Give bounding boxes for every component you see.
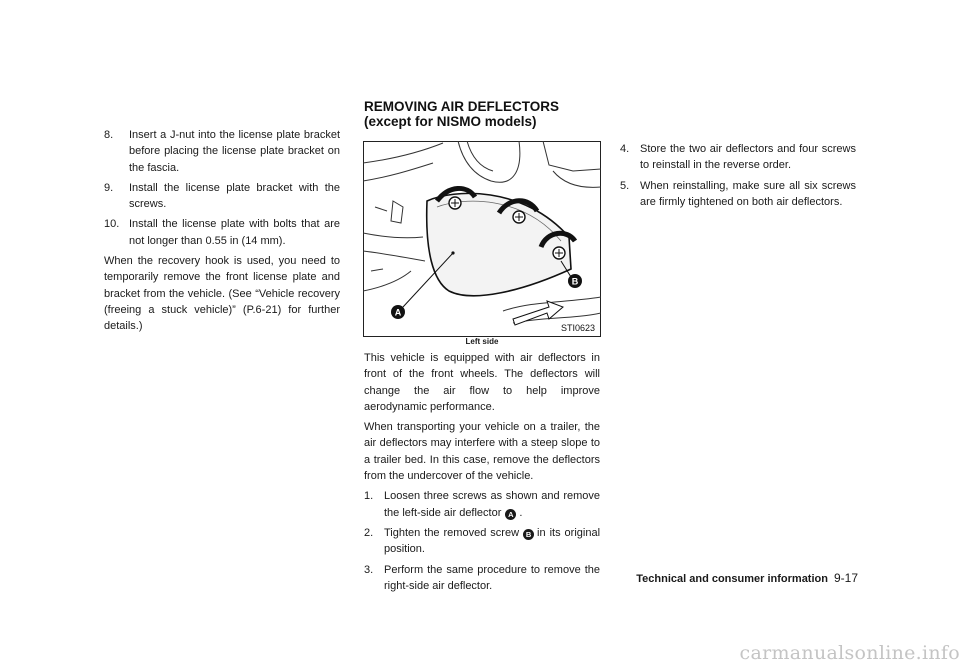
heading-line-1: REMOVING AIR DEFLECTORS: [364, 99, 560, 114]
item-number: 8.: [104, 129, 114, 141]
section-heading: [364, 99, 664, 129]
item-number: 1.: [364, 490, 374, 503]
item-text: [384, 488, 600, 521]
figure-label-a: A: [394, 307, 402, 318]
intro-paragraph: This vehicle is equipped with air deflectors in front of the front wheels. The deflectors will change the air flow to help improve aerodynamic performance.: [364, 352, 600, 413]
page-footer: [616, 571, 858, 585]
list-item: [104, 127, 340, 176]
list-item: [620, 141, 856, 174]
item-number: 4.: [620, 143, 630, 155]
item-number: 9.: [104, 181, 114, 194]
figure-code: STI0623: [560, 323, 595, 333]
item-number: 2.: [364, 526, 374, 539]
step2-text-a: Tighten the removed screw: [384, 526, 520, 539]
recovery-hook-paragraph: When the recovery hook is used, you need to temporarily remove the front license plate and bracket from the vehicle. (See “Vehicle recovery (freeing a stuck vehicle)” (P.6-21) for further details.): [104, 255, 340, 333]
figure-label-b: B: [571, 276, 579, 287]
list-item: [364, 525, 600, 558]
item-text: [384, 525, 600, 558]
list-item: [104, 216, 340, 249]
step2-text-b: in its original position.: [384, 526, 601, 556]
item-number: 10.: [104, 218, 120, 231]
page-number: 9-17: [833, 571, 858, 585]
item-text: Store the two air deflectors and four screws to reinstall in the reverse order.: [640, 143, 856, 172]
callout-b-icon: B: [523, 529, 534, 540]
item-text: Perform the same procedure to remove the right-side air deflector.: [384, 563, 600, 592]
footer-section-title: Technical and consumer information: [636, 573, 828, 585]
watermark: carmanualsonline.info: [739, 642, 960, 664]
step1-end: .: [519, 506, 523, 519]
list-item: [364, 562, 600, 595]
list-item: [620, 178, 856, 211]
item-text: Insert a J-nut into the license plate bracket before placing the license plate bracket on the fascia.: [129, 129, 340, 174]
list-item: [104, 180, 340, 213]
middle-column: [364, 350, 600, 598]
item-text: Install the license plate bracket with the screws.: [129, 181, 340, 211]
item-number: 5.: [620, 179, 630, 192]
item-text: When reinstalling, make sure all six screws are firmly tightened on both air deflectors.: [640, 179, 856, 208]
air-deflector-illustration: [363, 141, 601, 337]
item-text: Install the license plate with bolts that are not longer than 0.55 in (14 mm).: [129, 218, 340, 247]
figure-caption: Left side: [465, 337, 499, 346]
right-column: [620, 141, 856, 214]
list-item: [364, 488, 600, 521]
left-column: [104, 127, 340, 339]
item-number: 3.: [364, 563, 374, 576]
step1-text: Loosen three screws as shown and remove the left-side air deflector: [384, 490, 600, 519]
heading-line-2: (except for NISMO models): [364, 114, 537, 129]
callout-a-icon: A: [505, 509, 516, 520]
transport-paragraph: When transporting your vehicle on a trailer, the air deflectors may interfere with a steep slope to a trailer bed. In this case, remove the deflectors from the undercover of the vehicle.: [364, 421, 600, 483]
